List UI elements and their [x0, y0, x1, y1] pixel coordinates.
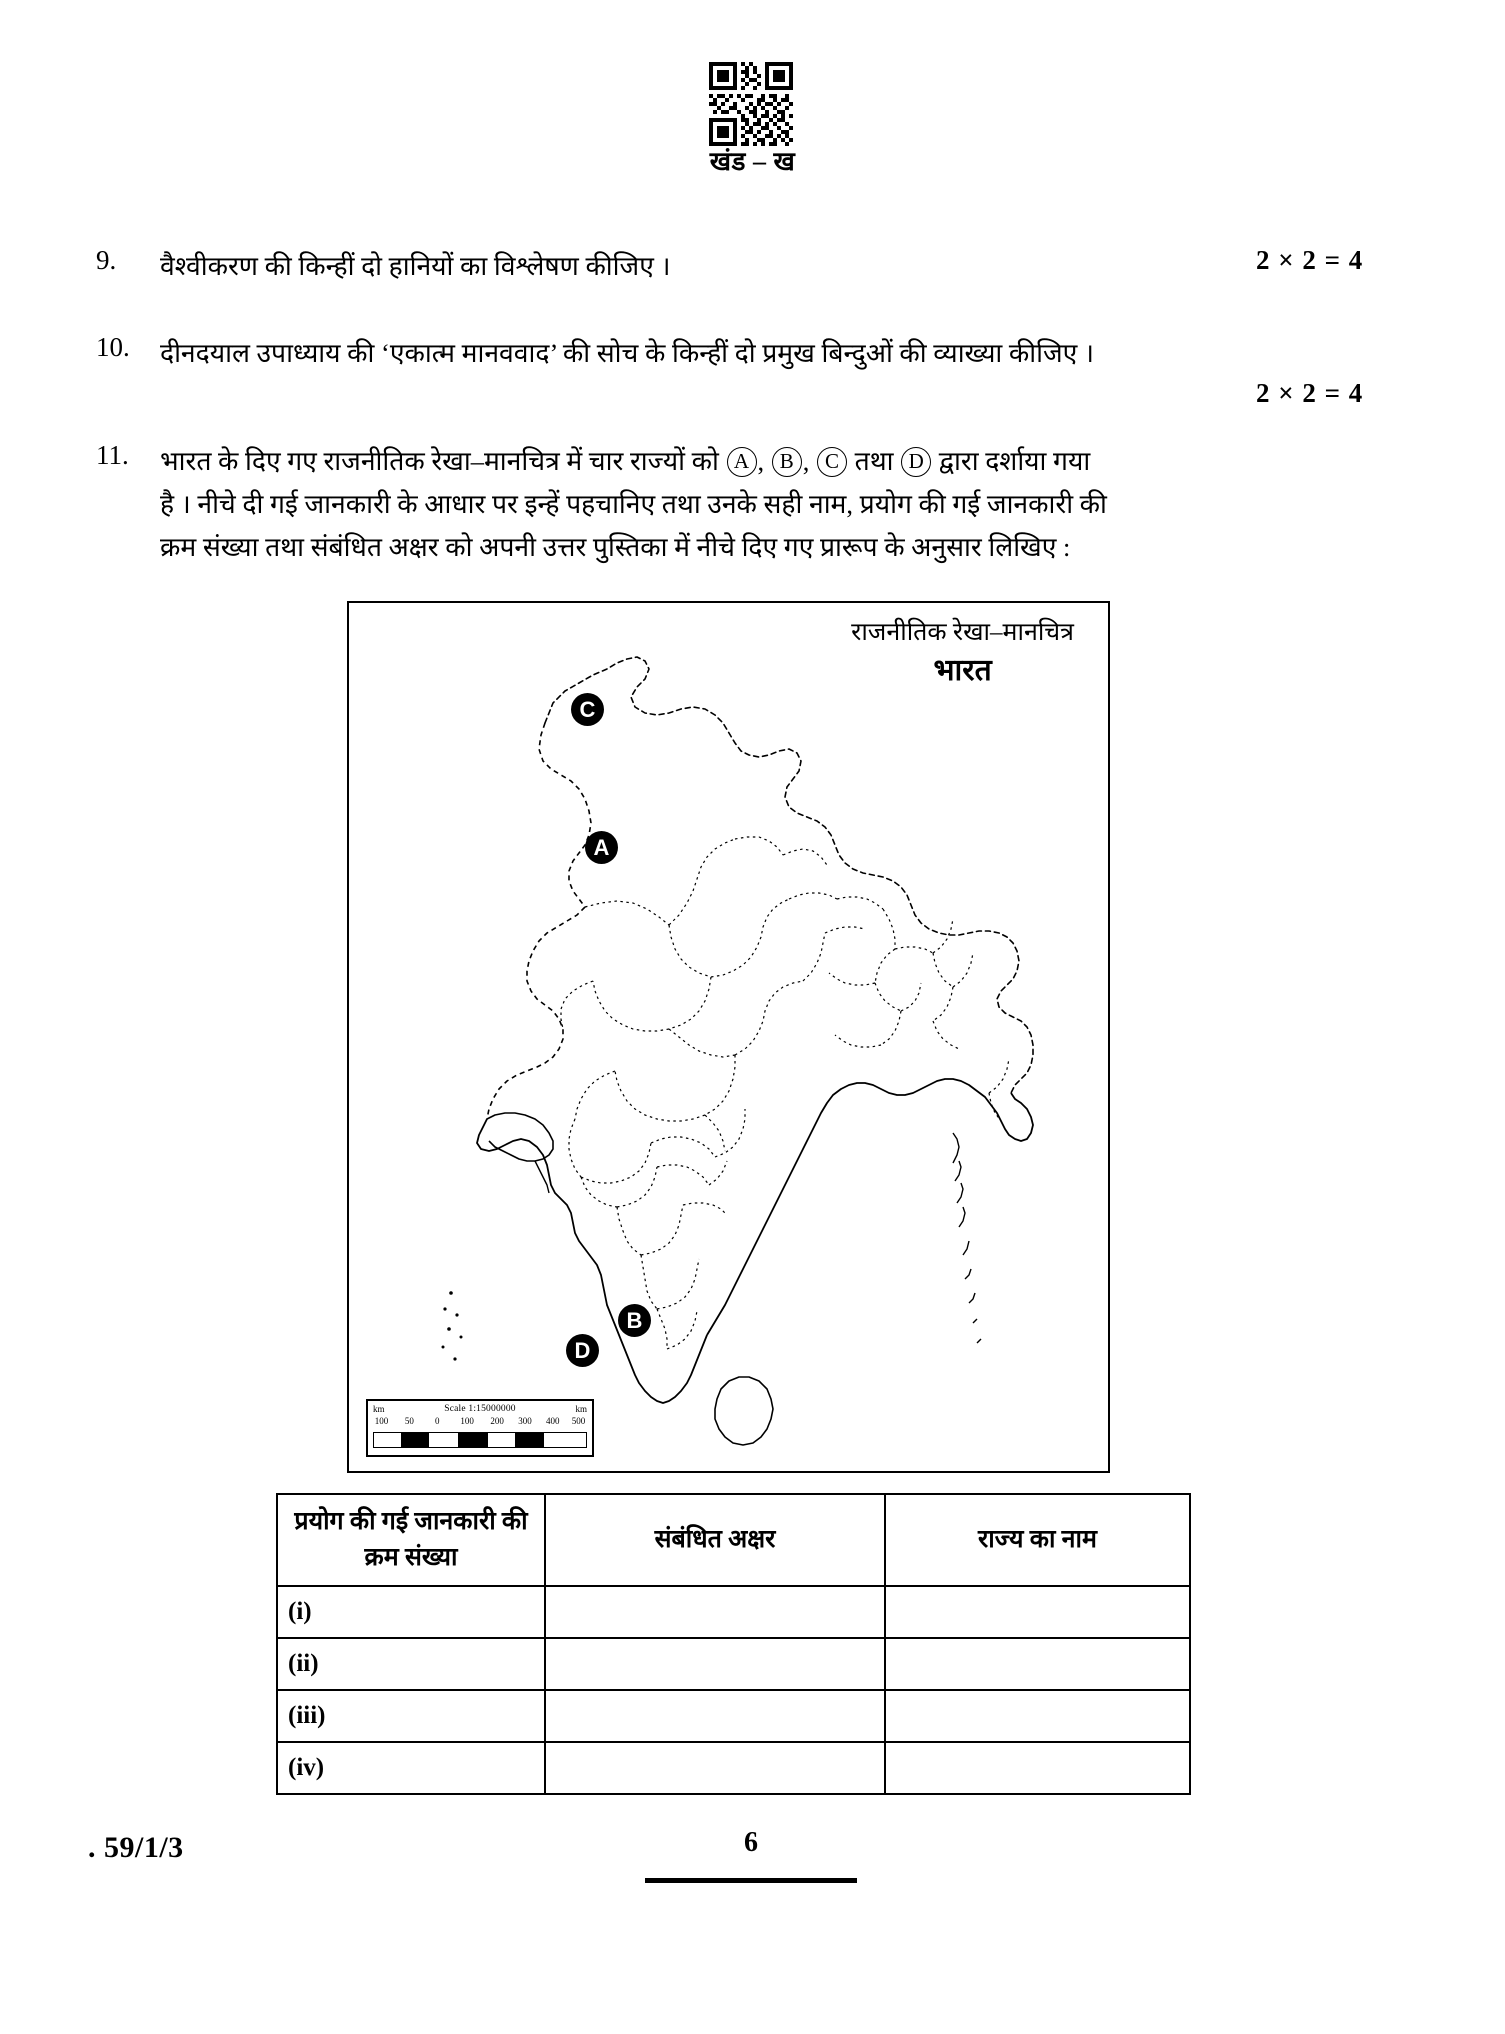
row-state-ii[interactable] — [885, 1638, 1190, 1690]
question-11 — [88, 440, 1428, 569]
table-header-letter: संबंधित अक्षर — [545, 1494, 885, 1586]
map-marker-d: D — [566, 1334, 599, 1367]
qr-code — [709, 62, 793, 146]
question-10-text: दीनदयाल उपाध्याय की ‘एकात्म मानववाद’ की सोच के किन्हीं दो प्रमुख बिन्दुओं की व्याख्या कीजिए । — [160, 338, 1094, 368]
lakshadweep-islands — [442, 1291, 463, 1360]
question-9-marks: 2 × 2 = 4 — [1256, 245, 1364, 275]
footer-divider — [645, 1878, 857, 1883]
question-11-number: 11. — [96, 440, 129, 470]
question-11-line-3: क्रम संख्या तथा संबंधित अक्षर को अपनी उत्तर पुस्तिका में नीचे दिए गए प्रारूप के अनुसार लिखिए : — [160, 531, 1071, 562]
scale-tick-labels — [373, 1416, 587, 1428]
map-scale-bar — [366, 1399, 594, 1457]
scale-tick-3: 100 — [460, 1416, 474, 1426]
scale-title: Scale 1:15000000 — [444, 1404, 516, 1414]
table-header-row — [277, 1494, 1190, 1586]
row-letter-i[interactable] — [545, 1586, 885, 1638]
row-serial-i: (i) — [277, 1586, 545, 1638]
option-circle-a: A — [727, 447, 757, 477]
scale-unit-right: km — [575, 1404, 587, 1414]
map-marker-a: A — [585, 831, 618, 864]
row-letter-iv[interactable] — [545, 1742, 885, 1794]
table-row — [277, 1638, 1190, 1690]
question-9 — [88, 245, 1268, 288]
andaman-nicobar-islands — [953, 1133, 981, 1343]
scale-tick-7: 500 — [571, 1416, 586, 1426]
answer-format-table — [276, 1493, 1191, 1795]
row-serial-ii: (ii) — [277, 1638, 545, 1690]
row-letter-iii[interactable] — [545, 1690, 885, 1742]
row-letter-ii[interactable] — [545, 1638, 885, 1690]
question-11-line-1-part-1: भारत के दिए गए राजनीतिक रेखा–मानचित्र में चार राज्यों को — [160, 446, 719, 476]
row-serial-iii: (iii) — [277, 1690, 545, 1742]
question-11-line-1 — [160, 440, 1428, 483]
sep-1: , — [757, 446, 765, 476]
question-9-text: वैश्वीकरण की किन्हीं दो हानियों का विश्लेषण कीजिए । — [160, 251, 671, 281]
table-row — [277, 1742, 1190, 1794]
india-national-boundary — [545, 657, 1033, 1093]
india-political-outline-map — [347, 601, 1110, 1473]
question-10 — [88, 332, 1418, 375]
table-row — [277, 1690, 1190, 1742]
map-marker-b: B — [618, 1304, 651, 1337]
map-title-line-1: राजनीतिक रेखा–मानचित्र — [851, 619, 1074, 646]
sep-2: , — [802, 446, 810, 476]
east-coast — [707, 1079, 1033, 1335]
question-10-marks: 2 × 2 = 4 — [1256, 378, 1364, 408]
map-title-line-2: भारत — [933, 654, 992, 688]
table-header-state: राज्य का नाम — [885, 1494, 1190, 1586]
page-number: 6 — [744, 1827, 758, 1858]
scale-tick-6: 400 — [546, 1416, 560, 1426]
western-boundary — [487, 907, 585, 1119]
section-heading: खंड – ख — [709, 147, 796, 176]
scale-bar-segments — [373, 1432, 587, 1448]
option-circle-b: B — [772, 447, 802, 477]
scale-tick-2: 0 — [434, 1416, 440, 1426]
sep-3: तथा — [854, 446, 894, 476]
kashmir-boundary — [539, 723, 591, 907]
row-state-iv[interactable] — [885, 1742, 1190, 1794]
scale-tick-4: 200 — [490, 1416, 504, 1426]
question-11-line-1-part-2: द्वारा दर्शाया गया — [938, 446, 1091, 476]
scale-tick-1: 50 — [404, 1416, 414, 1426]
scale-unit-left: km — [373, 1404, 385, 1414]
question-10-number: 10. — [96, 332, 130, 362]
state-boundaries — [561, 837, 1009, 1349]
map-outline-svg — [349, 603, 1110, 1473]
paper-code: . 59/1/3 — [88, 1831, 184, 1864]
table-row — [277, 1586, 1190, 1638]
row-state-i[interactable] — [885, 1586, 1190, 1638]
option-circle-d: D — [901, 447, 931, 477]
question-11-line-2: है । नीचे दी गई जानकारी के आधार पर इन्हें पहचानिए तथा उनके सही नाम, प्रयोग की गई जानकारी की — [160, 488, 1107, 519]
scale-tick-0: 100 — [374, 1416, 389, 1426]
option-circle-c: C — [817, 447, 847, 477]
sri-lanka-outline — [715, 1377, 773, 1445]
question-9-number: 9. — [96, 245, 117, 275]
map-marker-c: C — [571, 693, 604, 726]
row-state-iii[interactable] — [885, 1690, 1190, 1742]
row-serial-iv: (iv) — [277, 1742, 545, 1794]
table-header-serial: प्रयोग की गई जानकारी की क्रम संख्या — [277, 1494, 545, 1586]
scale-tick-5: 300 — [518, 1416, 532, 1426]
